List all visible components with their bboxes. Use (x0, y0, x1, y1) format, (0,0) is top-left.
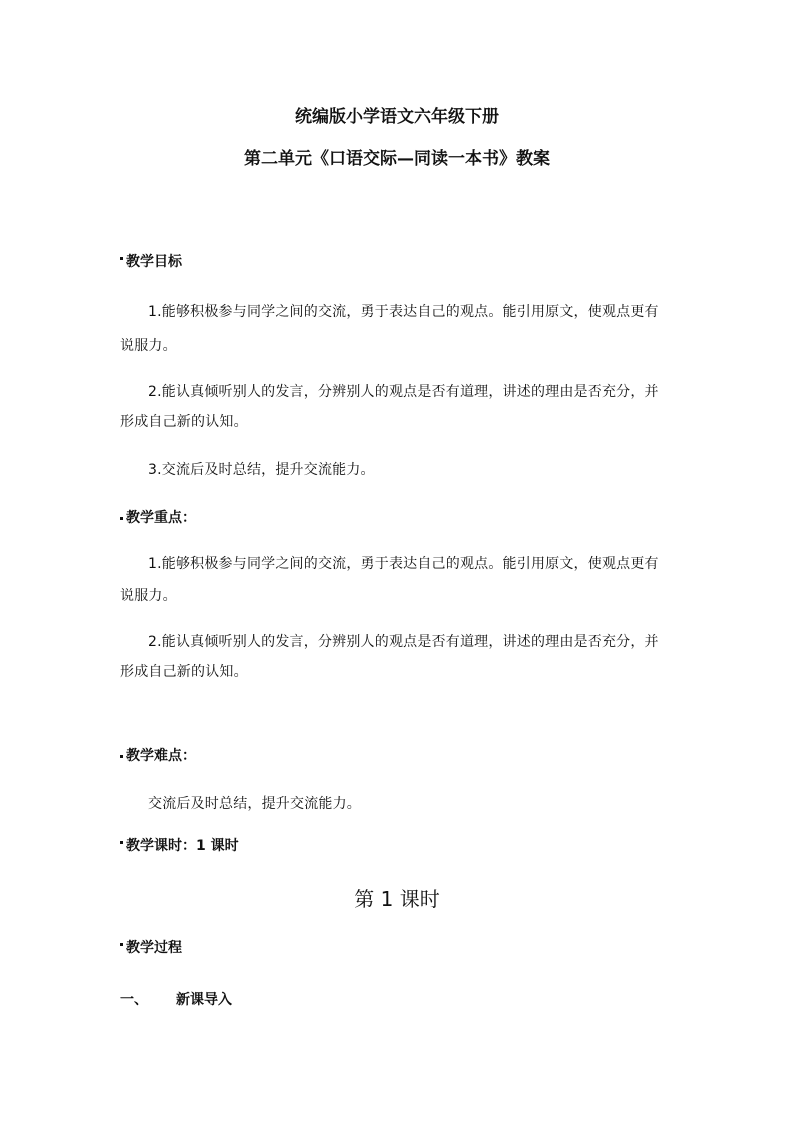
process-heading (120, 938, 182, 958)
process-step-1-label: 新课导入 (176, 992, 232, 1008)
document-subtitle: 第二单元《口语交际—同读一本书》教案 (244, 149, 550, 169)
process-step-1 (120, 990, 232, 1010)
class-hours-heading (120, 836, 239, 856)
key-point-2-line-1: 2.能认真倾听别人的发言，分辨别人的观点是否有道理，讲述的理由是否充分，并 (148, 634, 659, 650)
process-step-1-number: 一、 (120, 992, 148, 1008)
document-title: 统编版小学语文六年级下册 (295, 107, 499, 127)
key-points-heading (120, 508, 196, 528)
bullet-icon (120, 517, 123, 520)
bullet-icon (120, 257, 123, 260)
objective-1-line-2: 说服力。 (120, 338, 177, 354)
objective-1-line-1: 1.能够积极参与同学之间的交流，勇于表达自己的观点。能引用原文，使观点更有 (148, 304, 659, 320)
key-point-1-line-1: 1.能够积极参与同学之间的交流，勇于表达自己的观点。能引用原文，使观点更有 (148, 556, 659, 572)
objectives-heading-text: 教学目标 (126, 254, 182, 270)
class-hours-heading-text: 教学课时：1 课时 (126, 838, 239, 854)
objective-2-line-2: 形成自己新的认知。 (120, 414, 248, 430)
key-point-1-line-2: 说服力。 (120, 588, 177, 604)
bullet-icon (120, 755, 123, 758)
objective-3: 3.交流后及时总结，提升交流能力。 (148, 462, 375, 478)
key-points-heading-text: 教学重点： (126, 510, 196, 526)
difficulties-heading-text: 教学难点： (126, 748, 196, 764)
bullet-icon (120, 841, 123, 844)
key-point-2-line-2: 形成自己新的认知。 (120, 664, 248, 680)
objectives-heading (120, 252, 182, 272)
lesson-title: 第 1 课时 (354, 887, 440, 911)
process-heading-text: 教学过程 (126, 940, 182, 956)
bullet-icon (120, 943, 123, 946)
difficulty-1: 交流后及时总结，提升交流能力。 (148, 796, 361, 812)
difficulties-heading (120, 746, 196, 766)
objective-2-line-1: 2.能认真倾听别人的发言，分辨别人的观点是否有道理，讲述的理由是否充分，并 (148, 384, 659, 400)
